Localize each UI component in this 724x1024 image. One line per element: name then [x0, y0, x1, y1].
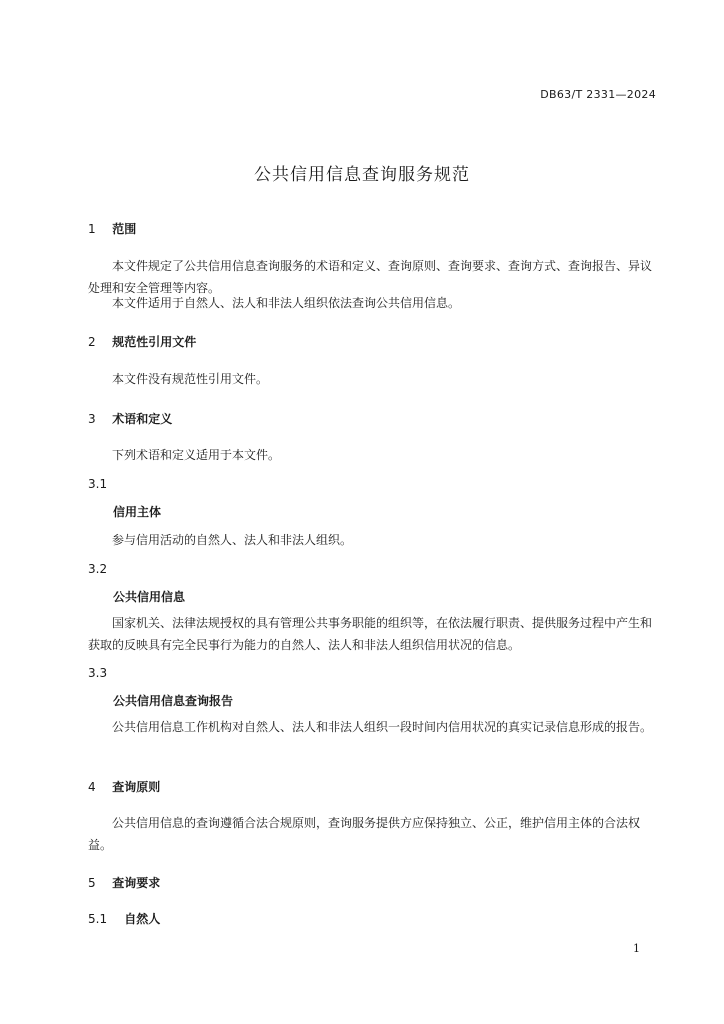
section-2-heading: [88, 333, 196, 350]
section-number: 1: [88, 222, 96, 236]
term-3-3-name: 公共信用信息查询报告: [113, 694, 234, 708]
section-1-paragraph-1: 本文件规定了公共信用信息查询服务的术语和定义、查询原则、查询要求、查询方式、查询报告、异议处理和安全管理等内容。: [88, 259, 653, 295]
section-4-heading: [88, 778, 160, 795]
term-3-1-name: 信用主体: [113, 505, 162, 519]
section-title: 查询原则: [112, 780, 161, 794]
section-number: 4: [88, 780, 96, 794]
section-title: 术语和定义: [112, 412, 173, 426]
section-title: 查询要求: [112, 876, 161, 890]
term-3-1-number: 3.1: [88, 477, 108, 491]
section-3-heading: [88, 410, 172, 427]
section-5-heading: [88, 874, 160, 891]
section-3-paragraph-1: 下列术语和定义适用于本文件。: [112, 448, 281, 462]
section-title: 自然人: [124, 912, 161, 926]
term-3-3-number: 3.3: [88, 666, 108, 680]
term-3-2-name: 公共信用信息: [113, 590, 186, 604]
document-title: 公共信用信息查询服务规范: [254, 165, 470, 185]
standard-code: DB63/T 2331—2024: [540, 88, 656, 101]
section-number: 5.1: [88, 912, 108, 926]
term-3-1-definition: 参与信用活动的自然人、法人和非法人组织。: [112, 533, 353, 547]
section-2-paragraph-1: 本文件没有规范性引用文件。: [112, 372, 269, 386]
section-title: 规范性引用文件: [112, 335, 197, 349]
section-4-paragraph-1: 公共信用信息的查询遵循合法合规原则，查询服务提供方应保持独立、公正，维护信用主体的合法权益。: [88, 816, 641, 852]
section-1-heading: [88, 220, 136, 237]
term-3-3-definition: 公共信用信息工作机构对自然人、法人和非法人组织一段时间内信用状况的真实记录信息形成的报告。: [112, 720, 653, 734]
term-3-2-definition: 国家机关、法律法规授权的具有管理公共事务职能的组织等，在依法履行职责、提供服务过程中产生和获取的反映具有完全民事行为能力的自然人、法人和非法人组织信用状况的信息。: [88, 616, 653, 652]
section-number: 2: [88, 335, 96, 349]
section-number: 3: [88, 412, 96, 426]
page-number: 1: [633, 942, 640, 955]
section-1-paragraph-2: 本文件适用于自然人、法人和非法人组织依法查询公共信用信息。: [112, 296, 461, 310]
section-5-1-heading: [88, 910, 160, 927]
section-title: 范围: [112, 222, 137, 236]
term-3-2-number: 3.2: [88, 562, 108, 576]
section-number: 5: [88, 876, 96, 890]
